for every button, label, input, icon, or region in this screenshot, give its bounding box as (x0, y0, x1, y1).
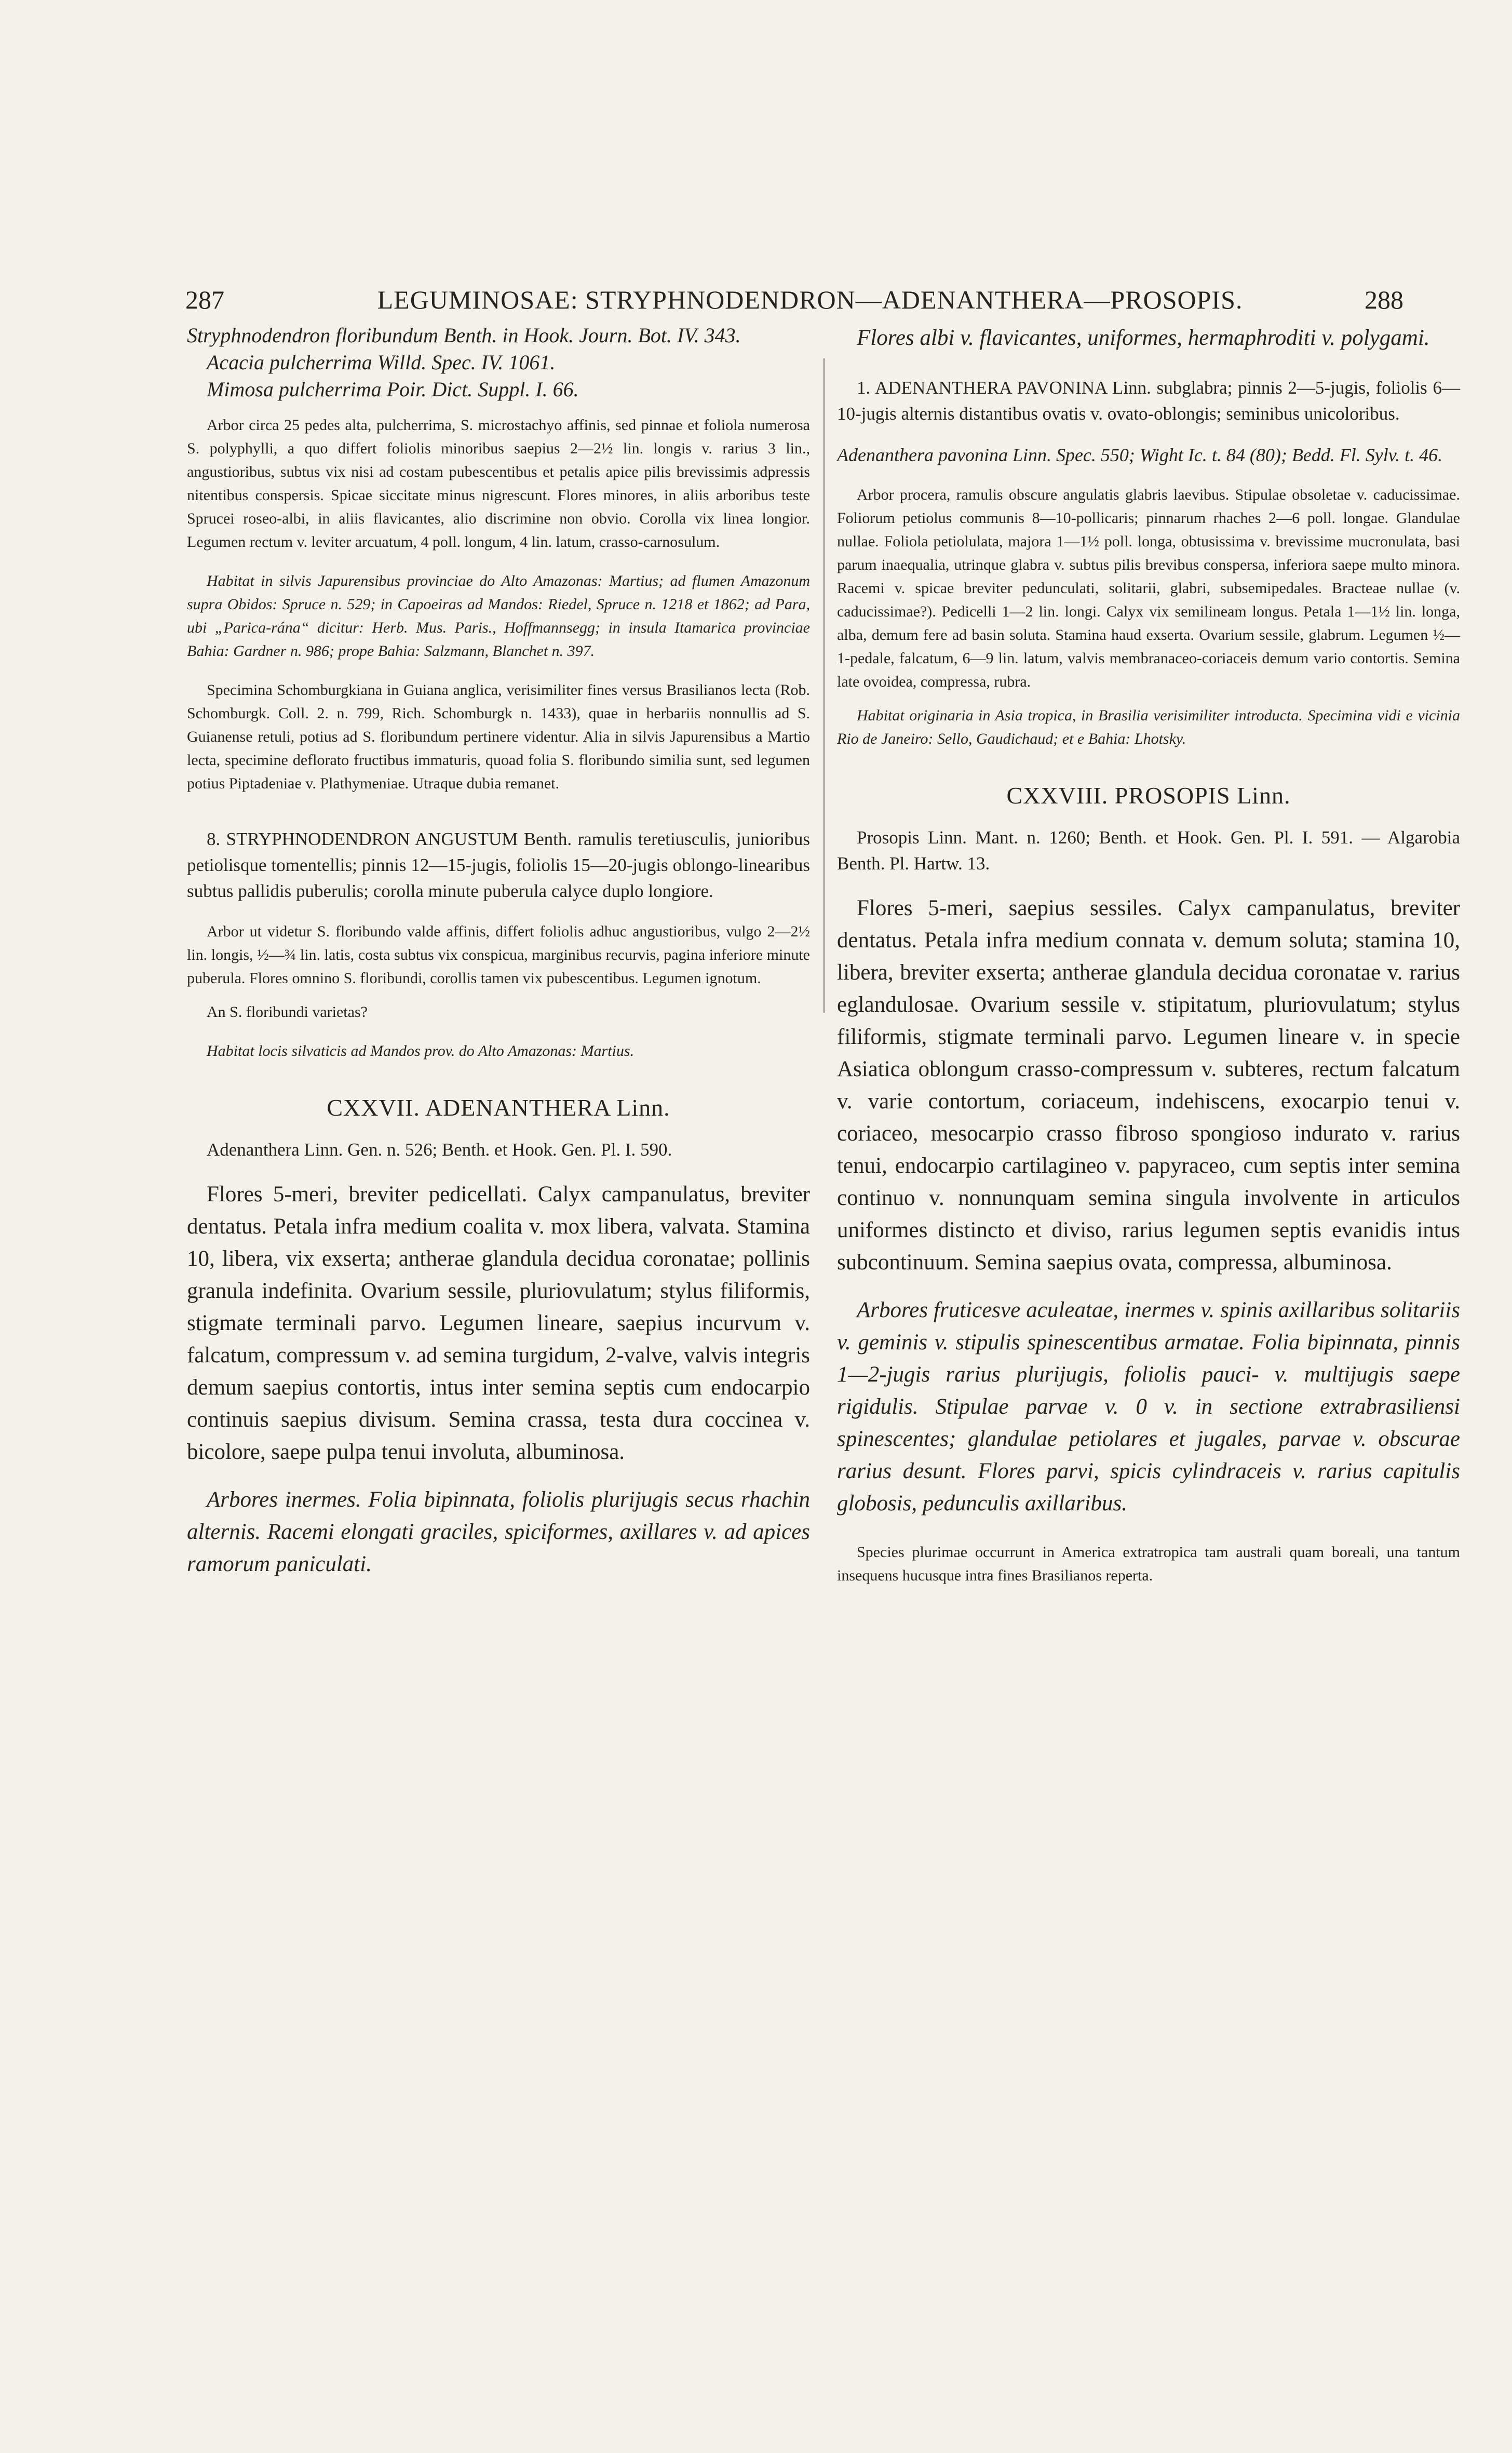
habitat-floribundum: Habitat in silvis Japurensibus provinciae do Alto Amazonas: Martius; ad flumen Amazonum supra Obidos: Spruce n. 529; in Capoeiras ad Mandos: Riedel, Spruce n. 1218 et 1862; ad Para, ubi „Parica-rána“ dicitur: Herb. Mus. Paris., Hoffmannsegg; in insula Itamarica provinciae Bahia: Gardner n. 986; prope Bahia: Salzmann, Blanchet n. 397. (187, 572, 810, 660)
note-schomburgk: Specimina Schomburgkiana in Guiana anglica, verisimiliter fines versus Brasilianos lecta (Rob. Schomburgk. Coll. 2. n. 799, Rich. Schomburgk n. 1433), quae in herbariis nonnullis ad S. Guianense retuli, potius ad S. floribundum pertinere videntur. Alia in silvis Japurensibus a Martio lecta, specimine deflorato fructibus immaturis, quoad folia S. floribundo similia sunt, sed legumen potius Piptadeniae v. Plathymeniae. Utraque dubia remanet. (187, 681, 810, 792)
genus-description-adenanthera: Flores 5-meri, breviter pedicellati. Calyx campanulatus, breviter dentatus. Petala infra medium coalita v. mox libera, valvata. Stamina 10, libera, vix exserta; antherae glandula decidua coronatae; pollinis granula indefinita. Ovarium sessile, pluriovulatum; stylus filiformis, stigmate terminali parvo. Legumen lineare, saepius incurvum v. falcatum, compressum v. ad semina turgidum, 2-valve, valvis integris demum saepius contortis, intus inter semina septis cum endocarpio continuis saepius divisum. Semina crassa, testa dura coccinea v. bicolore, saepe pulpa tenui involuta, albuminosa. (187, 1182, 810, 1464)
genus-synonymy-prosopis: Prosopis Linn. Mant. n. 1260; Benth. et Hook. Gen. Pl. I. 591. — Algarobia Benth. Pl. Hartw. 13. (837, 827, 1460, 874)
column-divider (824, 358, 825, 1013)
genus-habit-adenanthera: Arbores inermes. Folia bipinnata, foliolis plurijugis secus rhachin alternis. Racemi elongati graciles, spiciformes, axillares v. ad apices ramorum paniculati. (187, 1487, 810, 1576)
page-number-right: 288 (1365, 285, 1403, 314)
description-pavonina: Arbor procera, ramulis obscure angulatis glabris laevibus. Stipulae obsoletae v. caducissimae. Foliorum petiolus communis 8—10-pollicaris; pinnarum rhaches 2—6 poll. longae. Glandulae nullae. Foliola petiolulata, majora 1—1½ poll. longa, obtusissima v. brevissime mucronulata, basi parum inaequalia, utrinque glabra v. subtus pilis brevibus conspersa, inferiora saepe multo minora. Racemi v. spicae breviter pedunculati, solitarii, glabri, subsemipedales. Bracteae nullae (v. caducissimae?). Pedicelli 1—2 lin. longi. Calyx vix semilineam longus. Petala 1—1½ lin. longa, alba, demum fere ad basin soluta. Stamina haud exserta. Ovarium sessile, glabrum. Legumen ½—1-pedale, falcatum, 6—9 lin. latum, valvis membranaceo-coriaceis demum vario contortis. Semina late ovoidea, compressa, rubra. (837, 486, 1460, 690)
flores-note: Flores albi v. flavicantes, uniformes, hermaphroditi v. polygami. (857, 326, 1430, 350)
habitat-angustum: Habitat locis silvaticis ad Mandos prov. do Alto Amazonas: Martius. (207, 1042, 634, 1060)
species-8-diagnosis: 8. STRYPHNODENDRON ANGUSTUM Benth. ramulis teretiusculis, junioribus petiolisque tomentellis; pinnis 12—15-jugis, foliolis 15—20-jugis oblongo-linearibus subtus pallidis puberulis; corolla minute puberula calyce duplo longiore. (187, 829, 810, 901)
genus-note-prosopis: Species plurimae occurrunt in America extratropica tam australi quam boreali, una tantum insequens hucusque intra fines Brasilianos reperta. (837, 1544, 1460, 1584)
synonymy-block (187, 322, 810, 403)
description-floribundum: Arbor circa 25 pedes alta, pulcherrima, S. microstachyo affinis, sed pinnae et foliola numerosa S. polyphylli, a quo differt foliolis minoribus saepius 2—2½ lin. longis v. rarius 3 lin., angustioribus, subtus vix nisi ad costam pubescentibus et petalis apice pilis brevissimis adpressis nitentibus conspersis. Spicae siccitate minus nigrescunt. Flores minores, in aliis arboribus teste Sprucei roseo-albi, in aliis flavicantes, alio discrimine non obvio. Corolla vix linea longior. Legumen rectum v. leviter arcuatum, 4 poll. longum, 4 lin. latum, crasso-carnosulum. (187, 417, 810, 551)
synonym-pavonina: Adenanthera pavonina Linn. Spec. 550; Wight Ic. t. 84 (80); Bedd. Fl. Sylv. t. 46. (837, 445, 1443, 465)
page-number-left: 287 (185, 285, 224, 314)
synonym-mimosa: Mimosa pulcherrima Poir. Dict. Suppl. I. 66. (207, 378, 579, 401)
genus-habit-prosopis: Arbores fruticesve aculeatae, inermes v. spinis axillaribus solitariis v. geminis v. stipulis spinescentibus armatae. Folia bipinnata, pinnis 1—2-jugis rarius plurijugis, foliolis pauci- v. multijugis saepe rigidulis. Stipulae parvae v. 0 v. in sectione extrabrasiliensi spinescentes; glandulae petiolares et jugales, parvae v. obscurae rarius desunt. Flores parvi, spicis cylindraceis v. rarius capitulis globosis, pedunculis axillaribus. (837, 1298, 1460, 1516)
genus-synonymy-adenanthera: Adenanthera Linn. Gen. n. 526; Benth. et Hook. Gen. Pl. I. 590. (207, 1140, 672, 1160)
synonym-stryphnodendron: Stryphnodendron floribundum Benth. in Hook. Journ. Bot. IV. 343. (187, 324, 741, 347)
species-1-diagnosis: 1. ADENANTHERA PAVONINA Linn. subglabra; pinnis 2—5-jugis, foliolis 6—10-jugis alternis distantibus ovatis v. ovato-oblongis; seminibus unicoloribus. (837, 378, 1460, 424)
question-angustum: An S. floribundi varietas? (207, 1003, 368, 1021)
habitat-pavonina: Habitat originaria in Asia tropica, in Brasilia verisimiliter introducta. Specimina vidi e vicinia Rio de Janeiro: Sello, Gaudichaud; et e Bahia: Lhotsky. (837, 707, 1460, 747)
genus-heading-adenanthera: CXXVII. ADENANTHERA Linn. (327, 1094, 670, 1121)
synonym-acacia: Acacia pulcherrima Willd. Spec. IV. 1061. (207, 351, 556, 374)
description-angustum: Arbor ut videtur S. floribundo valde affinis, differt foliolis adhuc angustioribus, vulgo 2—2½ lin. longis, ½—¾ lin. latis, costa subtus vix conspicua, marginibus recurvis, pagina inferiore minute puberula. Flores omnino S. floribundi, corollis tamen vix pubescentibus. Legumen ignotum. (187, 923, 810, 987)
right-column (837, 322, 1460, 2306)
running-header (0, 285, 1512, 321)
running-title: LEGUMINOSAE: STRYPHNODENDRON—ADENANTHERA—PROSOPIS. (377, 285, 1243, 314)
genus-heading-prosopis: CXXVIII. PROSOPIS Linn. (1006, 782, 1291, 809)
left-column (187, 322, 810, 2306)
genus-description-prosopis: Flores 5-meri, saepius sessiles. Calyx campanulatus, breviter dentatus. Petala infra medium connata v. demum soluta; stamina 10, libera, breviter exserta; antherae glandula decidua coronatae v. rarius eglandulosae. Ovarium sessile v. stipitatum, pluriovulatum; stylus filiformis, stigmate terminali parvo. Legumen lineare v. in specie Asiatica oblongum crasso-compressum v. subteres, rectum falcatum v. varie contortum, coriaceum, indehiscens, exocarpio tenui v. coriaceo, mesocarpio crasso fibroso spongioso indurato v. rarius tenui, endocarpio cartilagineo v. papyraceo, cum septis inter semina continuo v. nonnunquam semina singula involvente in articulos uniformes distincto et diviso, rarius legumen septis evanidis intus subcontinuum. Semina saepius ovata, compressa, albuminosa. (837, 896, 1460, 1275)
